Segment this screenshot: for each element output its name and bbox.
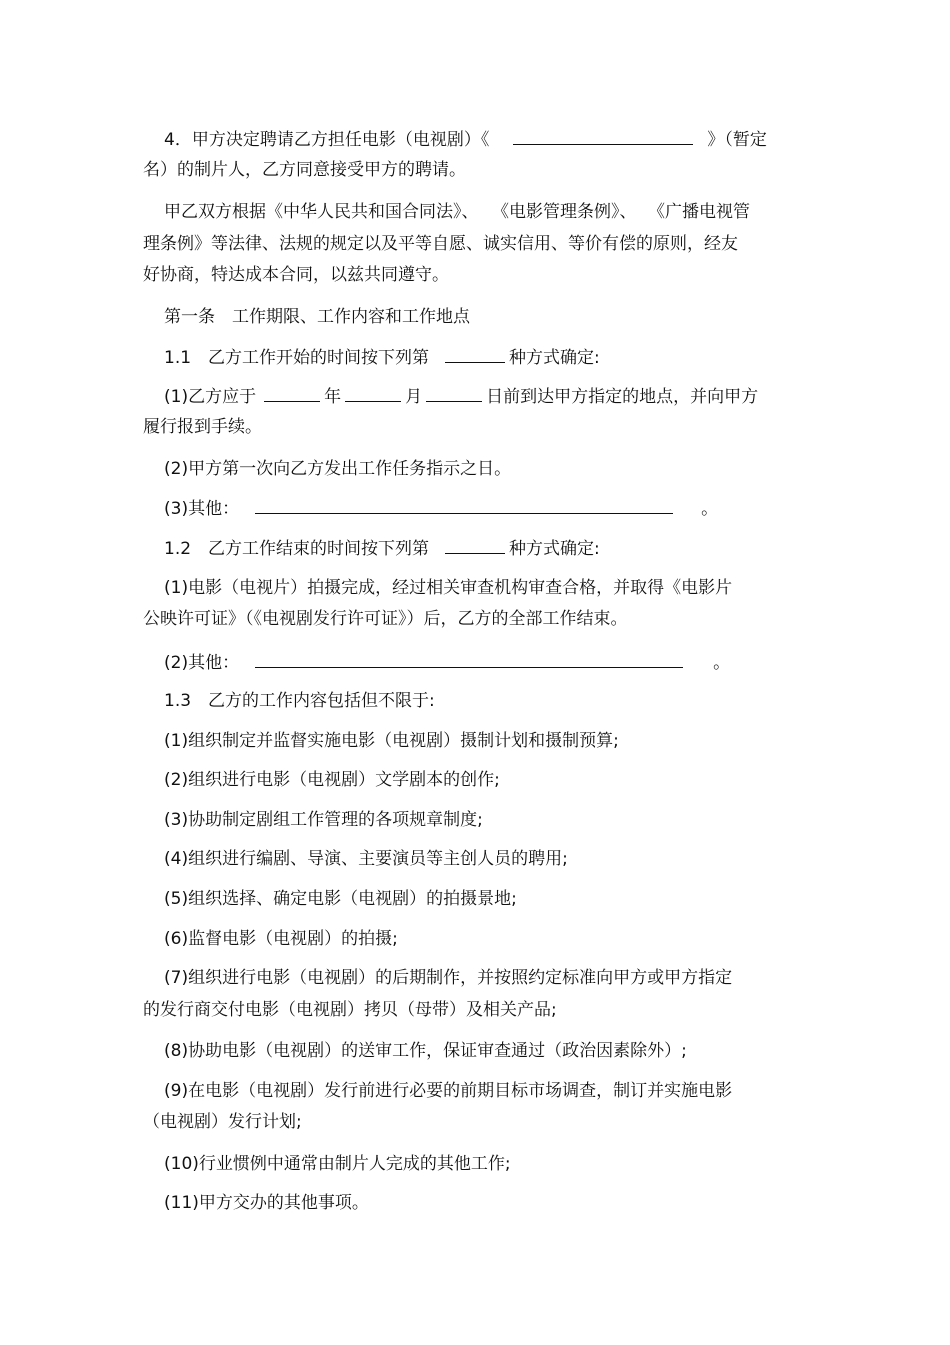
other-label: (3)其他： — [164, 499, 240, 519]
list-item: (3)协助制定剧组工作管理的各项规章制度; — [164, 810, 483, 830]
s1-2-1-line1: (1)电影（电视片）拍摄完成，经过相关审查机构审查合格，并取得《电影片 — [164, 578, 733, 598]
s1-2-text: 1.2 乙方工作结束的时间按下列第 — [164, 539, 430, 559]
s1-2-tail: 种方式确定: — [509, 539, 600, 559]
list-item-cont: 的发行商交付电影（电视剧）拷贝（母带）及相关产品; — [143, 1000, 557, 1020]
other-label: (2)其他： — [164, 653, 240, 673]
list-item: (2)组织进行电影（电视剧）文学剧本的创作; — [164, 770, 500, 790]
method-blank — [445, 346, 505, 363]
year-label: 年 — [324, 387, 342, 407]
list-item: (4)组织进行编剧、导演、主要演员等主创人员的聘用; — [164, 849, 568, 869]
s1-1-1-tail: 日前到达甲方指定的地点，并向甲方 — [486, 387, 759, 407]
s1-1-1-text: (1)乙方应于 — [164, 387, 257, 407]
other-blank — [255, 651, 683, 668]
list-item: (9)在电影（电视剧）发行前进行必要的前期目标市场调查，制订并实施电影 — [164, 1081, 733, 1101]
list-item: (7)组织进行电影（电视剧）的后期制作，并按照约定标准向甲方或甲方指定 — [164, 968, 733, 988]
year-blank — [264, 385, 320, 402]
article1-title: 第一条 工作期限、工作内容和工作地点 — [164, 307, 470, 327]
period: 。 — [713, 653, 731, 673]
p4-line1 — [164, 128, 767, 151]
s1-1 — [164, 346, 600, 369]
list-item: (5)组织选择、确定电影（电视剧）的拍摄景地; — [164, 889, 517, 909]
preamble-line1 — [164, 201, 750, 223]
preamble-part: 《广播电视管 — [656, 202, 750, 222]
method-blank — [445, 537, 505, 554]
list-item: (6)监督电影（电视剧）的拍摄; — [164, 929, 398, 949]
s1-2-1-line2: 公映许可证》（《电视剧发行许可证》）后，乙方的全部工作结束。 — [143, 609, 628, 629]
s1-1-tail: 种方式确定: — [509, 348, 600, 368]
s1-1-3 — [164, 497, 718, 520]
preamble-part: 《电影管理条例》、 — [500, 202, 637, 222]
other-blank — [255, 497, 673, 514]
s1-1-1-line1 — [164, 385, 758, 408]
s1-2 — [164, 537, 600, 560]
s1-2-2 — [164, 651, 730, 674]
s1-1-1-line2: 履行报到手续。 — [143, 417, 262, 437]
preamble-line3: 好协商，特达成本合同，以兹共同遵守。 — [143, 265, 449, 285]
p4-text: 4．甲方决定聘请乙方担任电影（电视剧）《 — [164, 130, 490, 150]
list-item: (10)行业惯例中通常由制片人完成的其他工作; — [164, 1154, 511, 1174]
s1-1-2: (2)甲方第一次向乙方发出工作任务指示之日。 — [164, 459, 512, 479]
month-label: 月 — [405, 387, 423, 407]
p4-line2: 名）的制片人，乙方同意接受甲方的聘请。 — [143, 160, 466, 180]
list-item: (11)甲方交办的其他事项。 — [164, 1193, 369, 1213]
day-blank — [426, 385, 482, 402]
preamble-part: 甲乙双方根据《中华人民共和国合同法》、 — [164, 202, 479, 222]
s1-1-text: 1.1 乙方工作开始的时间按下列第 — [164, 348, 430, 368]
s1-3: 1.3 乙方的工作内容包括但不限于: — [164, 691, 435, 711]
film-title-blank — [513, 128, 693, 145]
month-blank — [345, 385, 401, 402]
list-item: (8)协助电影（电视剧）的送审工作，保证审查通过（政治因素除外）; — [164, 1041, 687, 1061]
preamble-line2: 理条例》等法律、法规的规定以及平等自愿、诚实信用、等价有偿的原则，经友 — [143, 234, 738, 254]
period: 。 — [701, 499, 719, 519]
p4-text-tail: 》（暂定 — [707, 130, 767, 150]
list-item-cont: （电视剧）发行计划; — [143, 1112, 302, 1132]
list-item: (1)组织制定并监督实施电影（电视剧）摄制计划和摄制预算; — [164, 731, 619, 751]
